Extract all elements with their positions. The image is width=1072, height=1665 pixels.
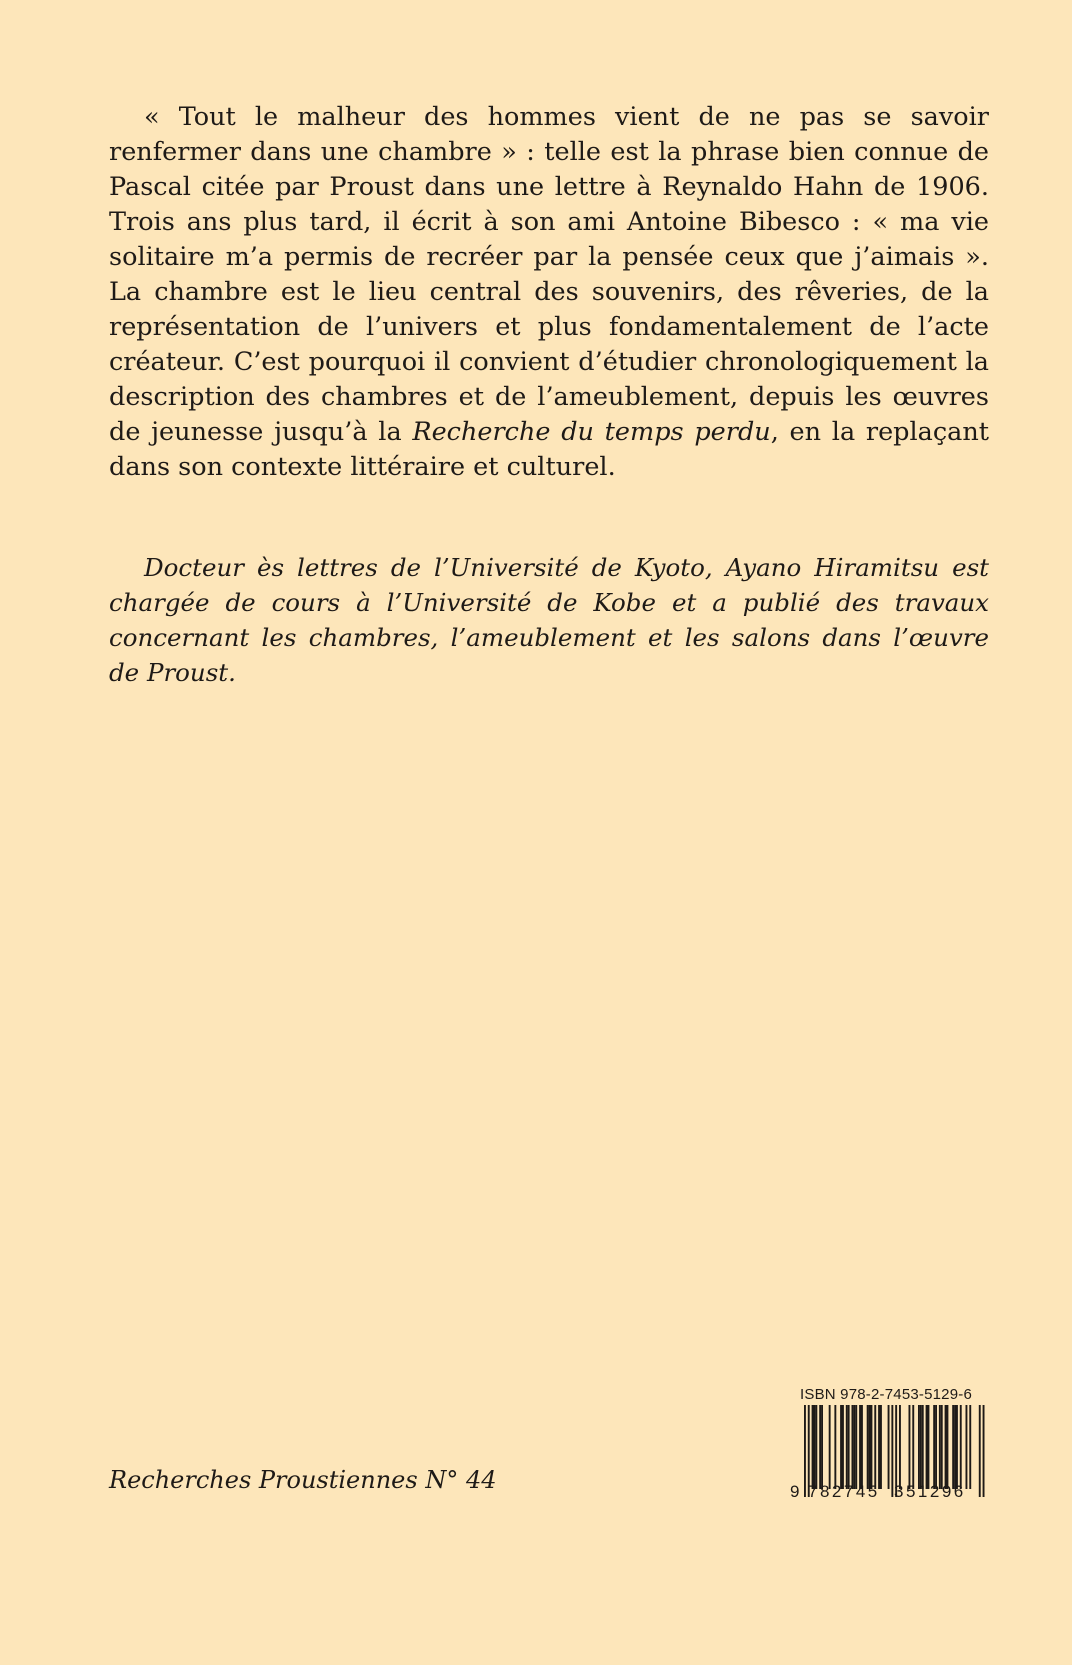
back-cover-summary xyxy=(109,100,989,485)
summary-text-part2: , en la replaçant dans son contexte littéraire et culturel. xyxy=(109,417,989,482)
barcode-digit-group-2: 351296 xyxy=(894,1482,966,1501)
barcode-digit-group-1: 782745 xyxy=(808,1482,880,1501)
series-label: Recherches Proustiennes N° 44 xyxy=(109,1466,497,1494)
isbn-barcode xyxy=(790,1386,990,1501)
summary-book-title: Recherche du temps perdu xyxy=(412,417,771,447)
author-bio: Docteur ès lettres de l’Université de Kyoto, Ayano Hiramitsu est chargée de cours à l’Université de Kobe et a publié des travaux concernant les chambres, l’ameublement et les salons dans l’œuvre de Proust. xyxy=(109,553,989,687)
isbn-label: ISBN 978-2-7453-5129-6 xyxy=(800,1386,973,1403)
barcode-first-digit: 9 xyxy=(790,1482,800,1501)
summary-text-part1: « Tout le malheur des hommes vient de ne pas se savoir renfermer dans une chambre » : telle est la phrase bien connue de Pascal citée par Proust dans une lettre à Reynaldo Hahn de 1906. Trois ans plus tard, il écrit à son ami Antoine Bibesco : « ma vie solitaire m’a permis de recréer par la pensée ceux que j’aimais ». La chambre est le lieu central des souvenirs, des rêveries, de la représentation de l’univers et plus fondamentalement de l’acte créateur. C’est pourquoi il convient d’étudier chronologiquement la description des chambres et de l’ameublement, depuis les œuvres de jeunesse jusqu’à la xyxy=(109,102,989,447)
